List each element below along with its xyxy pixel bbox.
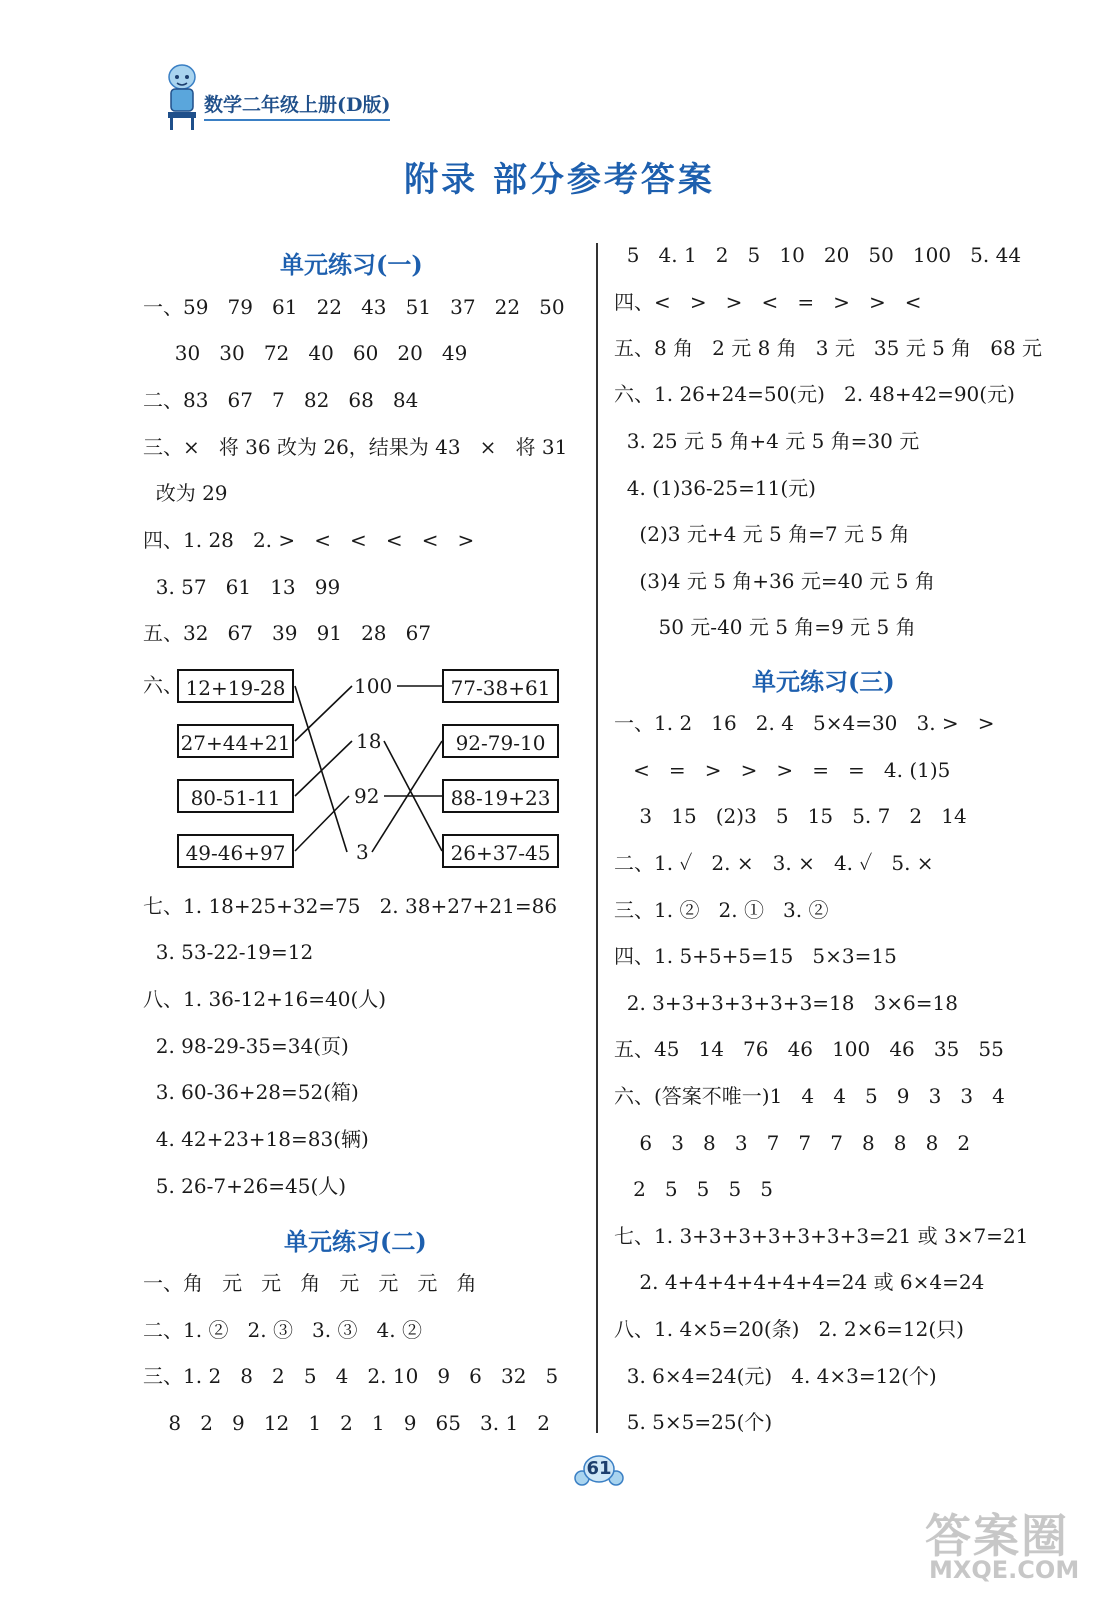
- answer-line: 一、59 79 61 22 43 51 37 22 50: [143, 295, 565, 319]
- answer-line: 八、1. 36-12+16=40(人): [143, 987, 387, 1011]
- page-title: 附录 部分参考答案: [404, 160, 715, 200]
- answer-line: 3. 53-22-19=12: [143, 940, 314, 964]
- answer-line: 八、1. 4×5=20(条) 2. 2×6=12(只): [614, 1317, 964, 1341]
- matching-label: 六、: [143, 673, 183, 697]
- result-number: 92: [354, 784, 380, 808]
- answer-line: 3. 60-36+28=52(箱): [143, 1080, 359, 1104]
- page-number: 61: [586, 1458, 612, 1479]
- answer-line: 六、1. 26+24=50(元) 2. 48+42=90(元): [614, 382, 1015, 406]
- answer-line: 3. 25 元 5 角+4 元 5 角=30 元: [614, 429, 920, 453]
- answer-line: 5. 26-7+26=45(人): [143, 1174, 347, 1198]
- watermark: [925, 1500, 1095, 1590]
- section-title-unit1: 单元练习(一): [280, 250, 423, 279]
- answer-line: 六、(答案不唯一)1 4 4 5 9 3 3 4: [614, 1084, 1005, 1108]
- expression-box: 88-19+23: [442, 779, 559, 813]
- answer-line: 2 5 5 5 5: [614, 1177, 773, 1201]
- answer-line: 一、角 元 元 角 元 元 元 角: [143, 1271, 477, 1295]
- answer-line: 4. 42+23+18=83(辆): [143, 1127, 369, 1151]
- expression-box: 27+44+21: [177, 724, 294, 758]
- answer-line: 二、83 67 7 82 68 84: [143, 388, 419, 412]
- section-title-unit2: 单元练习(二): [284, 1227, 427, 1256]
- answer-line: 50 元-40 元 5 角=9 元 5 角: [614, 615, 916, 639]
- answer-line: 30 30 72 40 60 20 49: [143, 341, 468, 365]
- answer-line: 四、1. 5+5+5=15 5×3=15: [614, 944, 897, 968]
- answer-line: 3. 6×4=24(元) 4. 4×3=12(个): [614, 1364, 937, 1388]
- expression-box: 12+19-28: [177, 669, 294, 703]
- answer-line: 5 4. 1 2 5 10 20 50 100 5. 44: [614, 243, 1022, 267]
- answer-line: 五、32 67 39 91 28 67: [143, 621, 432, 645]
- answer-line: 一、1. 2 16 2. 4 5×4=30 3. > >: [614, 711, 995, 735]
- answer-line: 6 3 8 3 7 7 7 8 8 8 2: [614, 1131, 971, 1155]
- answer-line: (2)3 元+4 元 5 角=7 元 5 角: [614, 522, 910, 546]
- answer-line: 七、1. 18+25+32=75 2. 38+27+21=86: [143, 894, 558, 918]
- expression-box: 26+37-45: [442, 834, 559, 868]
- answer-line: (3)4 元 5 角+36 元=40 元 5 角: [614, 569, 935, 593]
- page-number-badge: [574, 1454, 624, 1488]
- answer-line: 四、< > > < = > > <: [614, 290, 922, 314]
- answer-line: 2. 98-29-35=34(页): [143, 1034, 349, 1058]
- expression-box: 49-46+97: [177, 834, 294, 868]
- answer-line: < = > > > = = 4. (1)5: [614, 758, 951, 782]
- book-title: 数学二年级上册(D版): [204, 90, 390, 121]
- section-title-unit3: 单元练习(三): [752, 667, 895, 696]
- expression-box: 92-79-10: [442, 724, 559, 758]
- expression-box: 80-51-11: [177, 779, 294, 813]
- answer-line: 七、1. 3+3+3+3+3+3+3=21 或 3×7=21: [614, 1224, 1029, 1248]
- result-number: 18: [356, 729, 382, 753]
- answer-line: 五、8 角 2 元 8 角 3 元 35 元 5 角 68 元: [614, 336, 1043, 360]
- answer-line: 三、1. 2 8 2 5 4 2. 10 9 6 32 5: [143, 1364, 559, 1388]
- answer-line: 三、1. ② 2. ① 3. ②: [614, 898, 829, 922]
- expression-box: 77-38+61: [442, 669, 559, 703]
- answer-line: 改为 29: [143, 481, 228, 505]
- result-number: 3: [356, 840, 369, 864]
- watermark-logo-text: 答案圈: [925, 1509, 1069, 1563]
- answer-line: 二、1. ✓ 2. × 3. × 4. ✓ 5. ×: [614, 851, 934, 875]
- watermark-url: MXQE.COM: [929, 1556, 1080, 1584]
- answer-line: 2. 4+4+4+4+4+4=24 或 6×4=24: [614, 1270, 985, 1294]
- answer-line: 3 15 (2)3 5 15 5. 7 2 14: [614, 804, 967, 828]
- answer-line: 5. 5×5=25(个): [614, 1410, 773, 1434]
- result-number: 100: [354, 674, 393, 698]
- answer-line: 三、× 将 36 改为 26，结果为 43 × 将 31: [143, 435, 568, 459]
- answer-line: 3. 57 61 13 99: [143, 575, 341, 599]
- answer-line: 8 2 9 12 1 2 1 9 65 3. 1 2: [143, 1411, 551, 1435]
- answer-line: 五、45 14 76 46 100 46 35 55: [614, 1037, 1004, 1061]
- answer-line: 二、1. ② 2. ③ 3. ③ 4. ②: [143, 1318, 422, 1342]
- answer-line: 4. (1)36-25=11(元): [614, 476, 816, 500]
- answer-line: 四、1. 28 2. > < < < < >: [143, 528, 475, 552]
- answer-line: 2. 3+3+3+3+3+3=18 3×6=18: [614, 991, 958, 1015]
